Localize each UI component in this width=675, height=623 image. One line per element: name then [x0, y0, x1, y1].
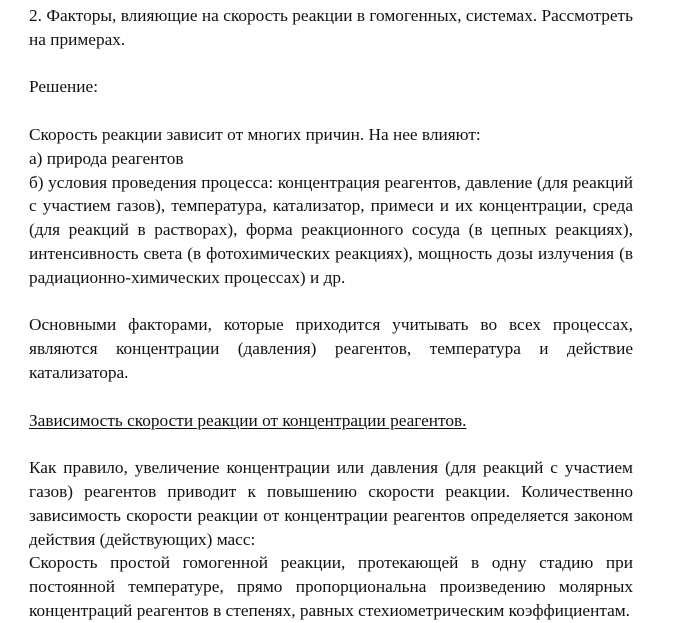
concentration-paragraph: Как правило, увеличение концентрации или давления (для реакций с участием газов) реагентов приводит к повышению скорости реакции. Количественно зависимость скорости реакции от концентрации реагентов определяется законом действия (действующих) масс:	[29, 458, 633, 549]
factor-b-item: б) условия проведения процесса: концентрация реагентов, давление (для реакций с участием газов), температура, катализатор, примеси и их концентрации, среда (для реакций в растворах), форма реакционного сосуда (в цепных реакциях), интенсивность света (в фотохимических реакциях), мощность дозы излучения (в радиационно-химических процессах) и др.	[29, 172, 633, 287]
spacer	[29, 52, 633, 76]
spacer	[29, 99, 633, 123]
intro-paragraph: Скорость реакции зависит от многих причин. На нее влияют:	[29, 124, 481, 144]
task-title: 2. Факторы, влияющие на скорость реакции в гомогенных, системах. Рассмотреть на примерах.	[29, 6, 633, 49]
spacer	[29, 385, 633, 409]
spacer	[29, 290, 633, 314]
solution-label: Решение:	[29, 77, 98, 97]
spacer	[29, 432, 633, 456]
factor-a-item: а) природа реагентов	[29, 148, 184, 168]
section-heading: Зависимость скорости реакции от концентрации реагентов.	[29, 410, 467, 430]
main-factors-paragraph: Основными факторами, которые приходится учитывать во всех процессах, являются концентрации (давления) реагентов, температура и действие катализатора.	[29, 315, 633, 382]
mass-action-paragraph: Скорость простой гомогенной реакции, протекающей в одну стадию при постоянной температуре, прямо пропорциональна произведению молярных концентраций реагентов в степенях, равных стехиометрическим коэффициентам.	[29, 553, 633, 620]
document-page	[29, 4, 633, 623]
